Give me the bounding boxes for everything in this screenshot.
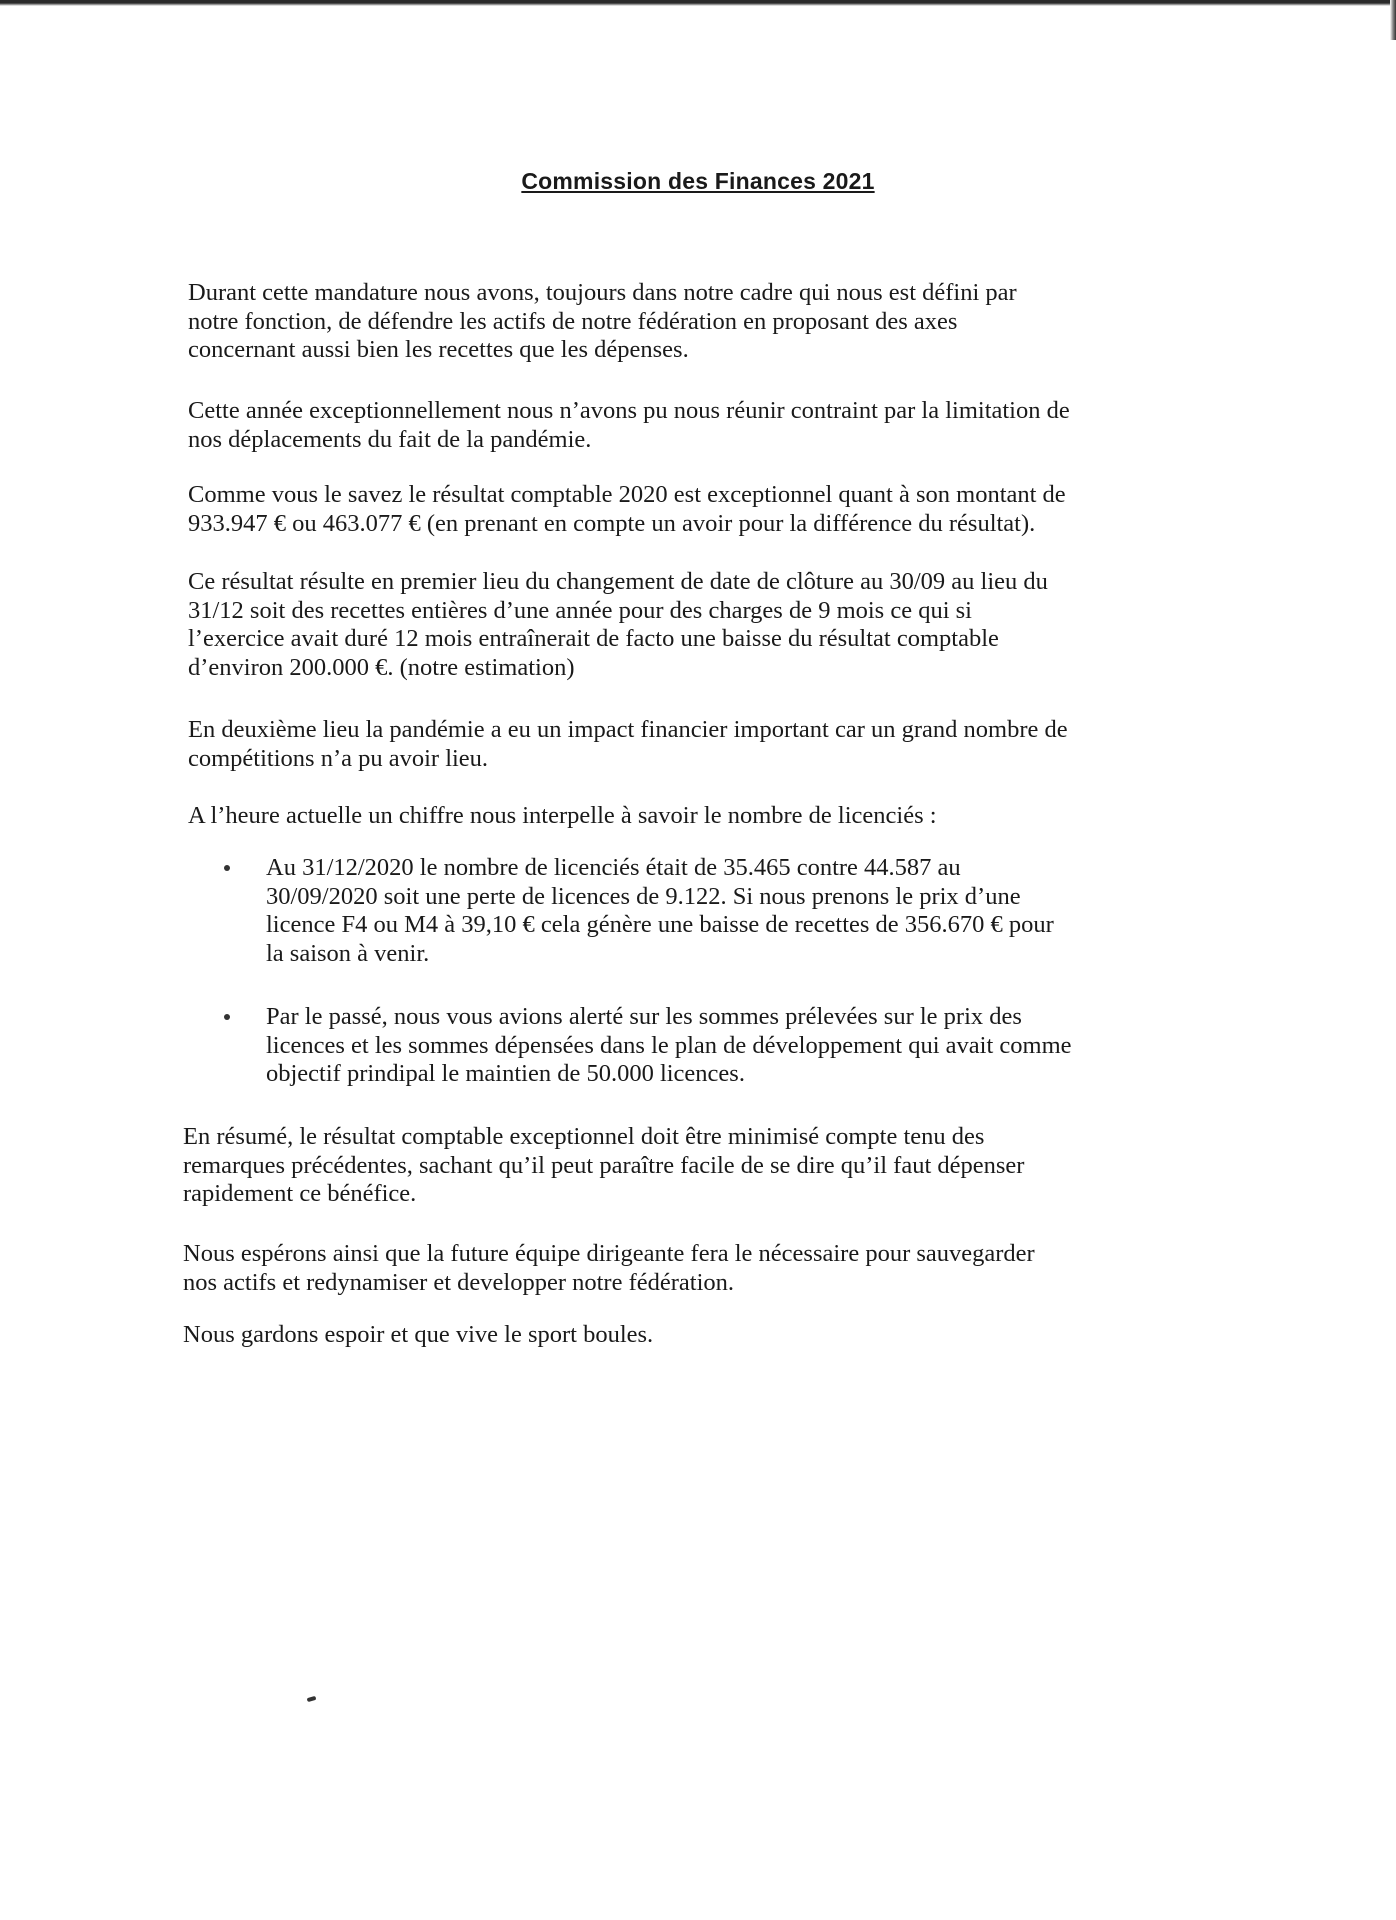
paragraph-line: notre fonction, de défendre les actifs de notre fédération en proposant des axes	[188, 307, 958, 335]
paragraph-line: En deuxième lieu la pandémie a eu un impact financier important car un grand nombre de	[188, 716, 1068, 743]
paragraph-line: Durant cette mandature nous avons, toujours dans notre cadre qui nous est défini par	[188, 279, 1017, 306]
paragraph-closing-date	[188, 568, 1188, 682]
paragraph-pandemic-impact	[188, 716, 1188, 773]
scan-speck	[307, 1696, 317, 1702]
scan-edge-right	[1390, 0, 1396, 40]
paragraph-mandate	[188, 279, 1188, 365]
paragraph-line: En résumé, le résultat comptable exceptionnel doit être minimisé compte tenu des	[183, 1123, 985, 1150]
bullet-icon	[224, 865, 230, 871]
paragraph-closing	[183, 1321, 1183, 1350]
paragraph-line: remarques précédentes, sachant qu’il peut paraître facile de se dire qu’il faut dépenser	[183, 1151, 1025, 1179]
paragraph-meeting	[188, 397, 1188, 454]
paragraph-line: l’exercice avait duré 12 mois entraînerait de facto une baisse du résultat comptable	[188, 625, 999, 652]
paragraph-result-2020	[188, 481, 1188, 538]
bullet-line: 30/09/2020 soit une perte de licences de 9.122. Si nous prenons le prix d’une	[266, 882, 1021, 910]
paragraph-line: Nous espérons ainsi que la future équipe dirigeante fera le nécessaire pour sauvegarder	[183, 1240, 1035, 1267]
paragraph-line: nos actifs et redynamiser et developper notre fédération.	[183, 1268, 735, 1296]
bullet-line: Par le passé, nous vous avions alerté sur les sommes prélevées sur le prix des	[266, 1003, 1022, 1030]
bullet-text	[266, 854, 1054, 968]
bullet-icon	[224, 1014, 230, 1020]
paragraph-line: nos déplacements du fait de la pandémie.	[188, 425, 592, 453]
bullet-line: Au 31/12/2020 le nombre de licenciés était de 35.465 contre 44.587 au	[266, 854, 961, 881]
paragraph-line: concernant aussi bien les recettes que les dépenses.	[188, 336, 689, 363]
bullet-line: licences et les sommes dépensées dans le plan de développement qui avait comme	[266, 1031, 1072, 1059]
bullet-line: objectif prindipal le maintien de 50.000 licences.	[266, 1060, 745, 1087]
paragraph-line: A l’heure actuelle un chiffre nous interpelle à savoir le nombre de licenciés :	[188, 802, 937, 829]
paragraph-line: 933.947 € ou 463.077 € (en prenant en compte un avoir pour la différence du résultat).	[188, 509, 1036, 537]
paragraph-line: rapidement ce bénéfice.	[183, 1180, 417, 1207]
scan-edge-top	[0, 0, 1396, 6]
paragraph-line: compétitions n’a pu avoir lieu.	[188, 744, 489, 772]
bullet-text	[266, 1003, 1072, 1089]
bullet-line: la saison à venir.	[266, 939, 430, 967]
document-title: Commission des Finances 2021	[521, 168, 875, 194]
paragraph-line: d’environ 200.000 €. (notre estimation)	[188, 653, 575, 681]
paragraph-summary	[183, 1123, 1183, 1209]
paragraph-line: Cette année exceptionnellement nous n’avons pu nous réunir contraint par la limitation de	[188, 397, 1070, 424]
paragraph-line: Ce résultat résulte en premier lieu du changement de date de clôture au 30/09 au lieu du	[188, 568, 1048, 595]
bullet-line: licence F4 ou M4 à 39,10 € cela génère une baisse de recettes de 356.670 € pour	[266, 911, 1054, 938]
paragraph-licence-count	[188, 802, 1188, 831]
paragraph-line: Nous gardons espoir et que vive le sport boules.	[183, 1321, 654, 1348]
paragraph-line: Comme vous le savez le résultat comptable 2020 est exceptionnel quant à son montant de	[188, 481, 1066, 508]
paragraph-hope-team	[183, 1240, 1183, 1297]
paragraph-line: 31/12 soit des recettes entières d’une année pour des charges de 9 mois ce qui si	[188, 596, 972, 624]
